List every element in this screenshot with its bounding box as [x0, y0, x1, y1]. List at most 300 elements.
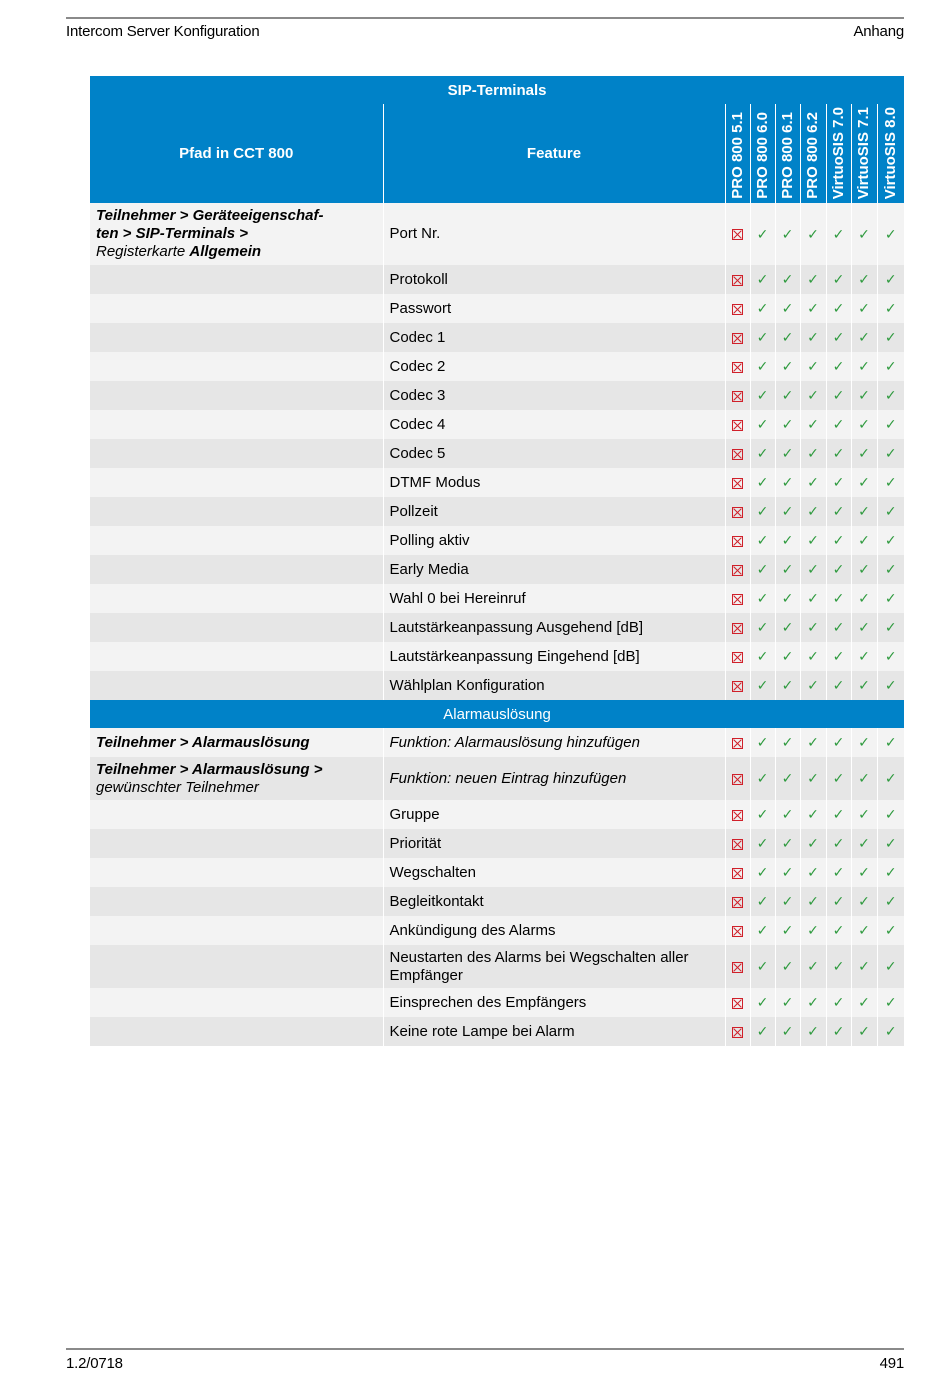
support-cell: [877, 887, 904, 916]
table-row: [90, 988, 904, 1017]
support-cell: [750, 916, 775, 945]
path-segment: Teilnehmer > Alarmauslösung: [96, 733, 310, 751]
check-icon: ✓: [884, 388, 897, 404]
path-cell: [90, 671, 383, 700]
check-icon: ✓: [756, 591, 769, 607]
check-icon: ✓: [781, 562, 794, 578]
table-row: [90, 265, 904, 294]
check-icon: ✓: [832, 504, 845, 520]
support-cell: [725, 497, 750, 526]
support-cell: [826, 323, 851, 352]
support-cell: [826, 381, 851, 410]
column-header-path: Pfad in CCT 800: [90, 104, 383, 203]
feature-cell: Keine rote Lampe bei Alarm: [383, 1017, 725, 1046]
check-icon: ✓: [884, 894, 897, 910]
support-cell: [750, 671, 775, 700]
version-header: [775, 104, 800, 203]
support-cell: [877, 988, 904, 1017]
support-cell: [851, 642, 877, 671]
support-cell: [725, 945, 750, 988]
support-cell: [750, 410, 775, 439]
check-icon: ✓: [781, 330, 794, 346]
check-icon: ✓: [807, 894, 819, 910]
path-cell: [90, 642, 383, 671]
support-cell: [725, 468, 750, 497]
feature-cell: Lautstärkeanpassung Eingehend [dB]: [383, 642, 725, 671]
support-cell: [775, 858, 800, 887]
table-row: [90, 526, 904, 555]
check-icon: ✓: [781, 301, 794, 317]
section-row: [90, 700, 904, 728]
path-cell: [90, 352, 383, 381]
support-cell: [725, 757, 750, 800]
support-cell: [775, 728, 800, 757]
check-icon: ✓: [781, 735, 794, 751]
path-cell: [90, 945, 383, 988]
support-cell: [725, 887, 750, 916]
support-cell: [775, 1017, 800, 1046]
support-cell: [851, 352, 877, 381]
document-title: Intercom Server Konfiguration: [66, 23, 260, 40]
check-icon: ✓: [832, 446, 845, 462]
table-row: [90, 887, 904, 916]
support-cell: [725, 728, 750, 757]
check-icon: ✓: [832, 678, 845, 694]
check-icon: ✓: [884, 562, 897, 578]
path-cell: [90, 916, 383, 945]
check-icon: ✓: [807, 807, 819, 823]
feature-cell: Codec 2: [383, 352, 725, 381]
check-icon: ✓: [832, 533, 845, 549]
table-row: [90, 439, 904, 468]
path-cell: [90, 526, 383, 555]
feature-cell: Funktion: Alarmauslösung hinzufügen: [383, 728, 725, 757]
path-cell: [90, 829, 383, 858]
section-title: Anhang: [853, 23, 904, 40]
check-icon: ✓: [858, 301, 870, 317]
x-box-icon: [732, 507, 743, 518]
table-row: [90, 757, 904, 800]
support-cell: [851, 613, 877, 642]
feature-cell: Codec 1: [383, 323, 725, 352]
support-cell: [877, 352, 904, 381]
support-cell: [800, 642, 826, 671]
support-cell: [826, 526, 851, 555]
support-cell: [800, 323, 826, 352]
x-box-icon: [732, 623, 743, 634]
support-cell: [826, 555, 851, 584]
table-row: [90, 642, 904, 671]
support-cell: [851, 757, 877, 800]
support-cell: [826, 265, 851, 294]
support-cell: [725, 526, 750, 555]
check-icon: ✓: [832, 735, 845, 751]
x-box-icon: [732, 897, 743, 908]
table-row: [90, 613, 904, 642]
check-icon: ✓: [781, 533, 794, 549]
check-icon: ✓: [807, 865, 819, 881]
support-cell: [826, 829, 851, 858]
check-icon: ✓: [781, 771, 794, 787]
x-box-icon: [732, 868, 743, 879]
support-cell: [750, 439, 775, 468]
check-icon: ✓: [756, 836, 769, 852]
check-icon: ✓: [858, 1024, 870, 1040]
check-icon: ✓: [858, 226, 870, 243]
support-cell: [750, 381, 775, 410]
support-cell: [725, 294, 750, 323]
feature-cell: Polling aktiv: [383, 526, 725, 555]
check-icon: ✓: [884, 533, 897, 549]
check-icon: ✓: [884, 1024, 897, 1040]
support-cell: [750, 988, 775, 1017]
feature-cell: Codec 5: [383, 439, 725, 468]
feature-cell: Protokoll: [383, 265, 725, 294]
check-icon: ✓: [807, 836, 819, 852]
check-icon: ✓: [884, 735, 897, 751]
support-cell: [800, 757, 826, 800]
support-cell: [750, 468, 775, 497]
feature-cell: Neustarten des Alarms bei Wegschalten aller Empfänger: [383, 945, 725, 988]
feature-cell: Wahl 0 bei Hereinruf: [383, 584, 725, 613]
support-cell: [750, 497, 775, 526]
support-cell: [725, 265, 750, 294]
check-icon: ✓: [884, 620, 897, 636]
check-icon: ✓: [884, 678, 897, 694]
support-cell: [775, 671, 800, 700]
table-row: [90, 410, 904, 439]
path-cell: [90, 800, 383, 829]
support-cell: [750, 323, 775, 352]
support-cell: [750, 642, 775, 671]
support-cell: [826, 728, 851, 757]
check-icon: ✓: [884, 504, 897, 520]
x-box-icon: [732, 810, 743, 821]
support-cell: [775, 410, 800, 439]
support-cell: [826, 439, 851, 468]
support-cell: [725, 381, 750, 410]
support-cell: [800, 613, 826, 642]
check-icon: ✓: [807, 475, 819, 491]
check-icon: ✓: [807, 995, 819, 1011]
path-cell: [90, 439, 383, 468]
path-cell: [90, 497, 383, 526]
version-label: PRO 800 6.0: [753, 112, 771, 199]
support-cell: [851, 728, 877, 757]
check-icon: ✓: [781, 959, 794, 975]
support-cell: [877, 468, 904, 497]
x-box-icon: [732, 449, 743, 460]
check-icon: ✓: [756, 359, 769, 375]
support-cell: [725, 555, 750, 584]
check-icon: ✓: [884, 475, 897, 491]
feature-cell: Lautstärkeanpassung Ausgehend [dB]: [383, 613, 725, 642]
check-icon: ✓: [807, 446, 819, 462]
check-icon: ✓: [884, 446, 897, 462]
support-cell: [775, 988, 800, 1017]
check-icon: ✓: [756, 446, 769, 462]
support-cell: [877, 1017, 904, 1046]
support-cell: [851, 555, 877, 584]
check-icon: ✓: [807, 330, 819, 346]
check-icon: ✓: [858, 923, 870, 939]
check-icon: ✓: [858, 562, 870, 578]
check-icon: ✓: [858, 591, 870, 607]
path-cell: [90, 468, 383, 497]
table-row: [90, 671, 904, 700]
table-title: SIP-Terminals: [90, 76, 904, 104]
support-cell: [851, 410, 877, 439]
check-icon: ✓: [884, 272, 897, 288]
check-icon: ✓: [756, 807, 769, 823]
support-cell: [800, 526, 826, 555]
check-icon: ✓: [807, 923, 819, 939]
x-box-icon: [732, 229, 743, 240]
check-icon: ✓: [756, 959, 769, 975]
path-cell: [90, 988, 383, 1017]
support-cell: [826, 757, 851, 800]
support-cell: [851, 526, 877, 555]
page-number: 491: [879, 1355, 904, 1372]
path-segment: Registerkarte: [96, 243, 190, 260]
support-cell: [877, 555, 904, 584]
check-icon: ✓: [781, 923, 794, 939]
path-segment: ten > SIP-Terminals >: [96, 225, 248, 242]
check-icon: ✓: [807, 1024, 819, 1040]
check-icon: ✓: [832, 836, 845, 852]
support-cell: [750, 265, 775, 294]
x-box-icon: [732, 362, 743, 373]
check-icon: ✓: [756, 533, 769, 549]
check-icon: ✓: [832, 995, 845, 1011]
support-cell: [775, 757, 800, 800]
feature-cell: Funktion: neuen Eintrag hinzufügen: [383, 757, 725, 800]
version-label: PRO 800 6.2: [804, 112, 821, 199]
support-cell: [800, 439, 826, 468]
support-cell: [775, 526, 800, 555]
support-cell: [800, 381, 826, 410]
check-icon: ✓: [781, 226, 794, 243]
support-cell: [725, 352, 750, 381]
support-cell: [800, 352, 826, 381]
check-icon: ✓: [858, 735, 870, 751]
support-cell: [775, 468, 800, 497]
support-cell: [775, 916, 800, 945]
check-icon: ✓: [756, 894, 769, 910]
support-cell: [725, 584, 750, 613]
table-row: [90, 555, 904, 584]
check-icon: ✓: [858, 359, 870, 375]
path-segment: gewünschter Teilnehmer: [96, 778, 259, 796]
support-cell: [877, 858, 904, 887]
path-cell: [90, 203, 383, 265]
check-icon: ✓: [756, 649, 769, 665]
support-cell: [877, 584, 904, 613]
support-cell: [826, 916, 851, 945]
check-icon: ✓: [807, 959, 819, 975]
support-cell: [800, 800, 826, 829]
support-cell: [826, 800, 851, 829]
check-icon: ✓: [781, 865, 794, 881]
check-icon: ✓: [884, 649, 897, 665]
support-cell: [725, 858, 750, 887]
support-cell: [877, 800, 904, 829]
support-cell: [851, 945, 877, 988]
support-cell: [877, 728, 904, 757]
support-cell: [826, 584, 851, 613]
check-icon: ✓: [858, 533, 870, 549]
version-label: PRO 800 6.1: [778, 112, 796, 199]
check-icon: ✓: [756, 417, 769, 433]
check-icon: ✓: [832, 359, 845, 375]
check-icon: ✓: [858, 649, 870, 665]
check-icon: ✓: [832, 771, 845, 787]
support-cell: [877, 265, 904, 294]
feature-cell: Port Nr.: [383, 203, 725, 265]
check-icon: ✓: [807, 388, 819, 404]
check-icon: ✓: [756, 865, 769, 881]
support-cell: [851, 671, 877, 700]
version-header: [750, 104, 775, 203]
table-row: [90, 584, 904, 613]
check-icon: ✓: [781, 475, 794, 491]
check-icon: ✓: [781, 1024, 794, 1040]
path-cell: [90, 294, 383, 323]
support-cell: [877, 203, 904, 265]
support-cell: [877, 916, 904, 945]
table-row: [90, 728, 904, 757]
x-box-icon: [732, 594, 743, 605]
support-cell: [725, 800, 750, 829]
path-cell: [90, 265, 383, 294]
check-icon: ✓: [756, 272, 769, 288]
support-cell: [725, 613, 750, 642]
support-cell: [750, 294, 775, 323]
support-cell: [725, 1017, 750, 1046]
support-cell: [877, 439, 904, 468]
check-icon: ✓: [858, 771, 870, 787]
support-cell: [826, 410, 851, 439]
support-cell: [725, 671, 750, 700]
support-cell: [775, 555, 800, 584]
support-cell: [775, 352, 800, 381]
check-icon: ✓: [781, 894, 794, 910]
support-cell: [851, 468, 877, 497]
support-cell: [851, 381, 877, 410]
table-row: [90, 829, 904, 858]
path-cell: [90, 410, 383, 439]
support-cell: [877, 945, 904, 988]
support-cell: [750, 887, 775, 916]
support-cell: [775, 800, 800, 829]
x-box-icon: [732, 275, 743, 286]
check-icon: ✓: [756, 562, 769, 578]
footer-version: 1.2/0718: [66, 1355, 123, 1372]
version-label: VirtuoSIS 8.0: [881, 106, 899, 199]
check-icon: ✓: [858, 330, 870, 346]
path-segment: Allgemein: [189, 243, 262, 260]
support-cell: [800, 294, 826, 323]
table-row: [90, 203, 904, 265]
check-icon: ✓: [781, 504, 794, 520]
check-icon: ✓: [832, 591, 845, 607]
support-cell: [826, 671, 851, 700]
support-cell: [826, 613, 851, 642]
check-icon: ✓: [884, 301, 897, 317]
table-row: [90, 468, 904, 497]
check-icon: ✓: [858, 995, 870, 1011]
support-cell: [800, 887, 826, 916]
check-icon: ✓: [781, 620, 794, 636]
support-cell: [775, 265, 800, 294]
feature-cell: Einsprechen des Empfängers: [383, 988, 725, 1017]
support-cell: [800, 671, 826, 700]
check-icon: ✓: [858, 959, 870, 975]
support-cell: [775, 887, 800, 916]
support-cell: [826, 945, 851, 988]
support-cell: [750, 352, 775, 381]
version-header: [851, 104, 877, 203]
support-cell: [750, 555, 775, 584]
support-cell: [750, 829, 775, 858]
support-cell: [775, 323, 800, 352]
check-icon: ✓: [832, 923, 845, 939]
check-icon: ✓: [781, 417, 794, 433]
support-cell: [826, 1017, 851, 1046]
support-cell: [800, 1017, 826, 1046]
support-cell: [851, 265, 877, 294]
support-cell: [877, 294, 904, 323]
check-icon: ✓: [807, 620, 819, 636]
support-cell: [877, 526, 904, 555]
table-row: [90, 858, 904, 887]
check-icon: ✓: [884, 995, 897, 1011]
feature-cell: Wählplan Konfiguration: [383, 671, 725, 700]
x-box-icon: [732, 420, 743, 431]
support-cell: [725, 988, 750, 1017]
check-icon: ✓: [832, 620, 845, 636]
check-icon: ✓: [832, 272, 845, 288]
support-cell: [725, 410, 750, 439]
check-icon: ✓: [756, 995, 769, 1011]
support-cell: [750, 945, 775, 988]
check-icon: ✓: [807, 771, 819, 787]
check-icon: ✓: [884, 836, 897, 852]
feature-cell: DTMF Modus: [383, 468, 725, 497]
version-header: [725, 104, 750, 203]
check-icon: ✓: [807, 301, 819, 317]
check-icon: ✓: [756, 771, 769, 787]
feature-cell: Pollzeit: [383, 497, 725, 526]
check-icon: ✓: [781, 446, 794, 462]
check-icon: ✓: [807, 226, 819, 243]
table-row: [90, 323, 904, 352]
support-cell: [800, 203, 826, 265]
check-icon: ✓: [756, 923, 769, 939]
support-cell: [826, 887, 851, 916]
support-cell: [851, 323, 877, 352]
path-cell: [90, 323, 383, 352]
feature-cell: Codec 4: [383, 410, 725, 439]
x-box-icon: [732, 962, 743, 973]
support-cell: [826, 203, 851, 265]
feature-cell: Gruppe: [383, 800, 725, 829]
check-icon: ✓: [756, 388, 769, 404]
feature-cell: Passwort: [383, 294, 725, 323]
check-icon: ✓: [832, 959, 845, 975]
check-icon: ✓: [781, 359, 794, 375]
header-rule: [66, 17, 904, 19]
